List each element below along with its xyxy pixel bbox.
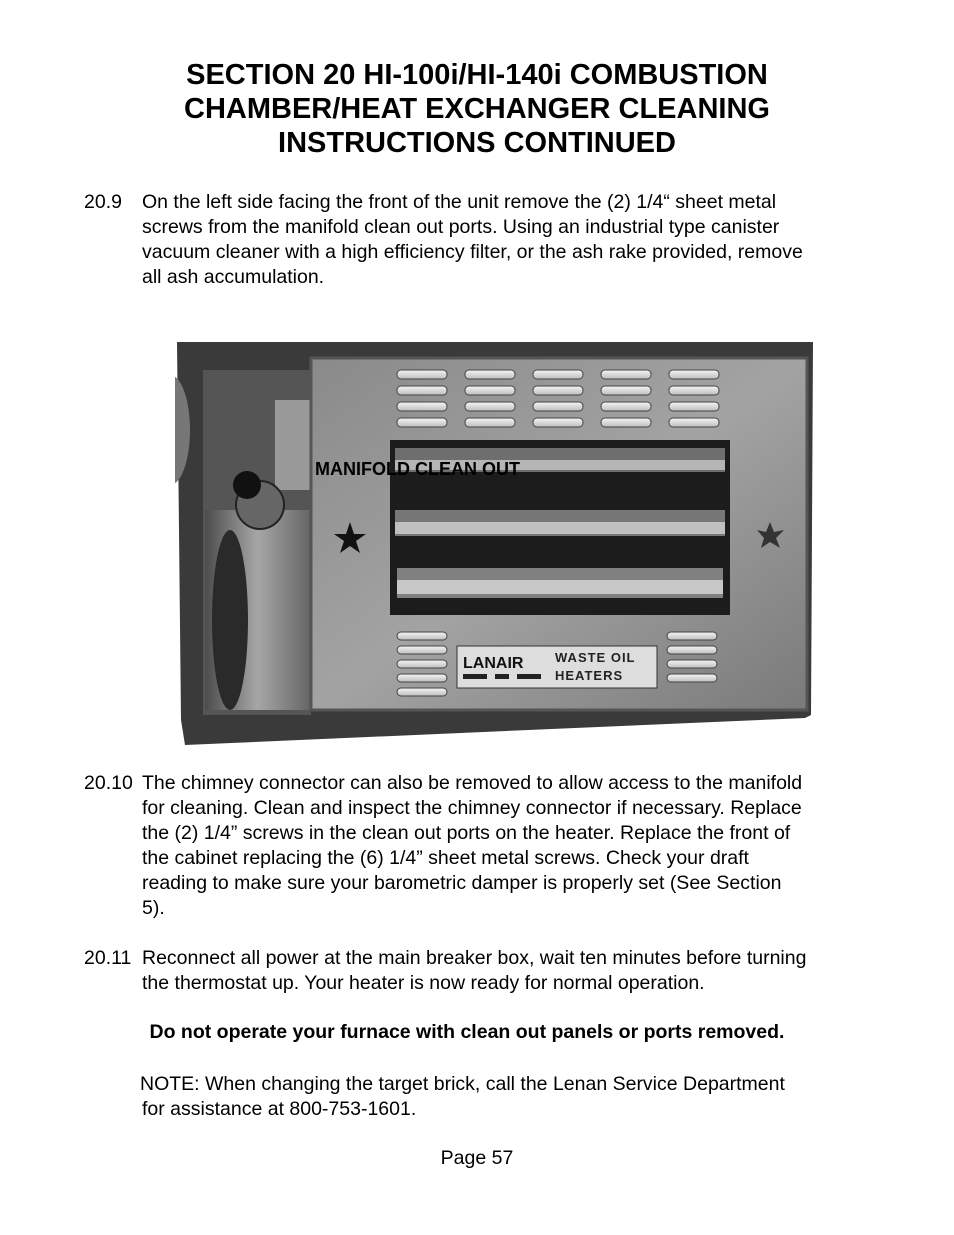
note [140, 1072, 900, 1122]
title-line-2: CHAMBER/HEAT EXCHANGER CLEANING [184, 93, 770, 125]
step-line: On the left side facing the front of the unit remove the (2) 1/4“ sheet metal [142, 191, 777, 213]
step-line: the (2) 1/4” screws in the clean out ports on the heater. Replace the front of [142, 822, 791, 844]
step-number: 20.9 [84, 191, 122, 213]
step-line: vacuum cleaner with a high efficiency filter, or the ash rake provided, remove [142, 241, 803, 263]
note-line-2: for assistance at 800-753-1601. [142, 1098, 417, 1120]
step-line: reading to make sure your barometric damper is properly set (See Section [142, 872, 782, 894]
step-20-10 [84, 771, 904, 921]
step-line: The chimney connector can also be removed to allow access to the manifold [142, 772, 803, 794]
manifold-clean-out-label: MANIFOLD CLEAN OUT [315, 459, 520, 479]
step-line: the cabinet replacing the (6) 1/4” sheet metal screws. Check your draft [142, 847, 749, 869]
step-line: 5). [142, 897, 165, 919]
logo-line-1: WASTE OIL [555, 650, 636, 665]
step-number: 20.10 [84, 772, 133, 794]
step-line: all ash accumulation. [142, 266, 325, 288]
title-line-1: SECTION 20 HI-100i/HI-140i COMBUSTION [186, 59, 768, 91]
step-text [142, 771, 904, 921]
step-line: the thermostat up. Your heater is now ready for normal operation. [142, 972, 705, 994]
page-number: Page 57 [440, 1147, 514, 1169]
lanair-logo [457, 646, 657, 688]
step-line: for cleaning. Clean and inspect the chimney connector if necessary. Replace [142, 797, 802, 819]
step-line: screws from the manifold clean out ports. Using an industrial type canister [142, 216, 780, 238]
heater-photo [175, 340, 815, 745]
warning-text: Do not operate your furnace with clean out panels or ports removed. [149, 1021, 785, 1043]
step-number: 20.11 [84, 947, 132, 969]
step-20-11 [84, 946, 904, 996]
logo-brand: LANAIR [463, 655, 524, 672]
logo-line-2: HEATERS [555, 668, 624, 683]
note-line-1: NOTE: When changing the target brick, call the Lenan Service Department [140, 1073, 785, 1095]
step-text [142, 946, 904, 996]
section-title [0, 58, 954, 160]
step-text [142, 190, 904, 290]
title-line-3: INSTRUCTIONS CONTINUED [278, 127, 676, 159]
step-20-9 [84, 190, 904, 290]
step-line: Reconnect all power at the main breaker box, wait ten minutes before turning [142, 947, 807, 969]
